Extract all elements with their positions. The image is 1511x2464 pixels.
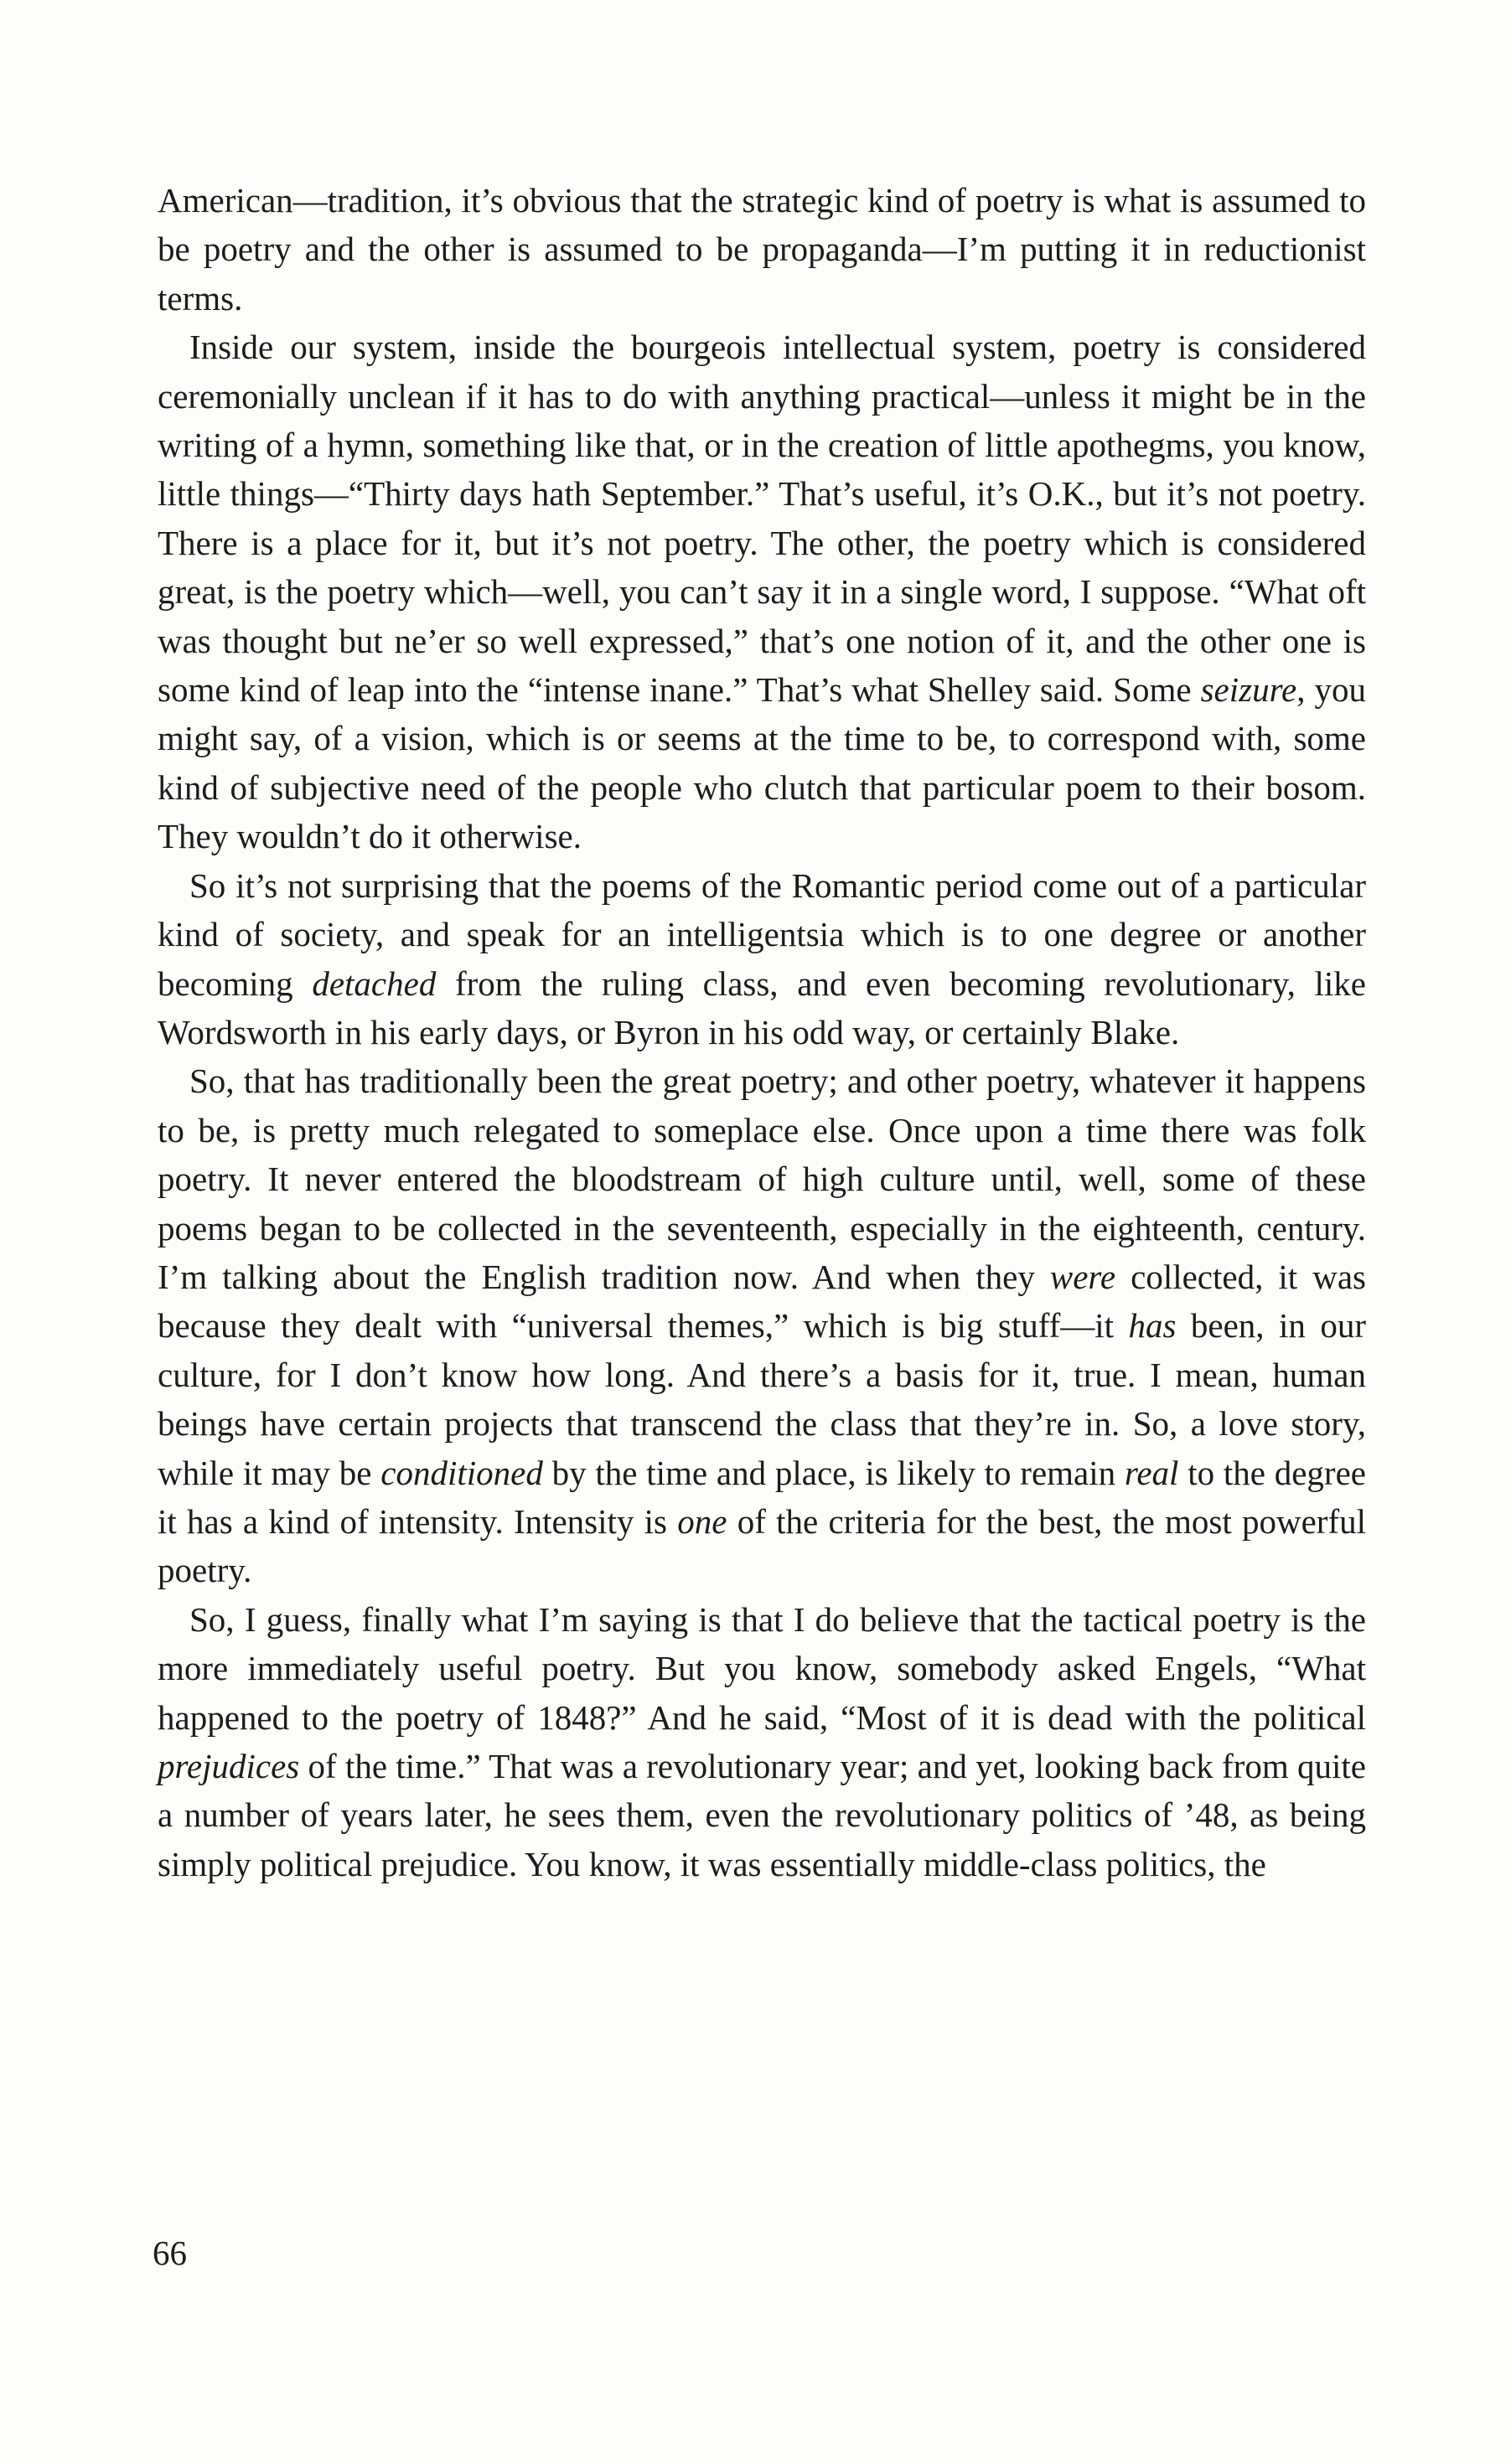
italic-text: seizure [1200,670,1297,710]
italic-text: real [1124,1453,1179,1492]
text-run: American—tradition, it’s obvious that the strategic kind of poetry is what is assumed to be poetry and the other is assumed to be propaganda—I’m putting it in reductionist terms. [158,181,1366,318]
italic-text: prejudices [158,1747,300,1785]
paragraph [158,1056,1366,1594]
text-run: So, that has traditionally been the great poetry; and other poetry, whatever it happens to be, is pretty much relegated to someplace else. Once upon a time there was folk poetry. It never entered the bloodstream of high culture until, well, some of these poems began to be collected in the seventeenth, especially in the eighteenth, century. I’m talking about the English tradition now. And when they [158,1062,1366,1296]
italic-text: were [1049,1257,1116,1296]
text-run: of the time.” That was a revolutionary year; and yet, looking back from quite a number of years later, he sees them, even the revolutionary politics of ’48, as being simply political prejudice. You know, it was essentially middle-class politics, the [158,1747,1366,1883]
text-run: been, in our culture, for I don’t know how long. And there’s a basis for it, true. I mean, human beings have certain projects that transcend the class that they’re in. So, a love story, while it may be [158,1306,1366,1492]
text-run: , you might say, of a vision, which is or seems at the time to be, to correspond with, some kind of subjective need of the people who clutch that particular poem to their bosom. They wouldn’t do it otherwise. [158,670,1366,856]
text-run: from the ruling class, and even becoming revolutionary, like Wordsworth in his early days, or Byron in his odd way, or certainly Blake. [158,963,1366,1051]
text-run: collected, it was because they dealt with “universal themes,” which is big stuff—it [158,1257,1366,1346]
text-run: to the degree it has a kind of intensity. Intensity is [158,1453,1366,1541]
text-run: So it’s not surprising that the poems of the Romantic period come out of a particular kind of society, and speak for an intelligentsia which is to one degree or another becoming [158,865,1366,1003]
italic-text: has [1128,1306,1177,1346]
text-run: by the time and place, is likely to remain [542,1453,1125,1492]
italic-text: conditioned [380,1453,543,1492]
paragraph [158,861,1366,1057]
text-run: Inside our system, inside the bourgeois intellectual system, poetry is considered ceremonially unclean if it has to do with anything practical—unless it might be in the writing of a hymn, something like that, or in the creation of little apothegms, you know, little things—“Thirty days hath September.” That’s useful, it’s O.K., but it’s not poetry. There is a place for it, but it’s not poetry. The other, the poetry which is considered great, is the poetry which—well, you can’t say it in a single word, I suppose. “What oft was thought but ne’er so well expressed,” that’s one notion of it, and the other one is some kind of leap into the “intense inane.” That’s what Shelley said. Some [158,328,1366,710]
paragraph [158,323,1366,860]
text-run: So, I guess, finally what I’m saying is that I do believe that the tactical poetry is the more immediately useful poetry. But you know, somebody asked Engels, “What happened to the poetry of 1848?” And he said, “Most of it is dead with the political [158,1599,1366,1737]
paragraph [158,176,1366,323]
page-number: 66 [153,2234,187,2272]
paragraph [158,1595,1366,1888]
body-text [158,176,1366,1888]
text-run: of the criteria for the best, the most powerful poetry. [158,1501,1366,1590]
italic-text: one [677,1501,727,1541]
italic-text: detached [312,963,437,1003]
